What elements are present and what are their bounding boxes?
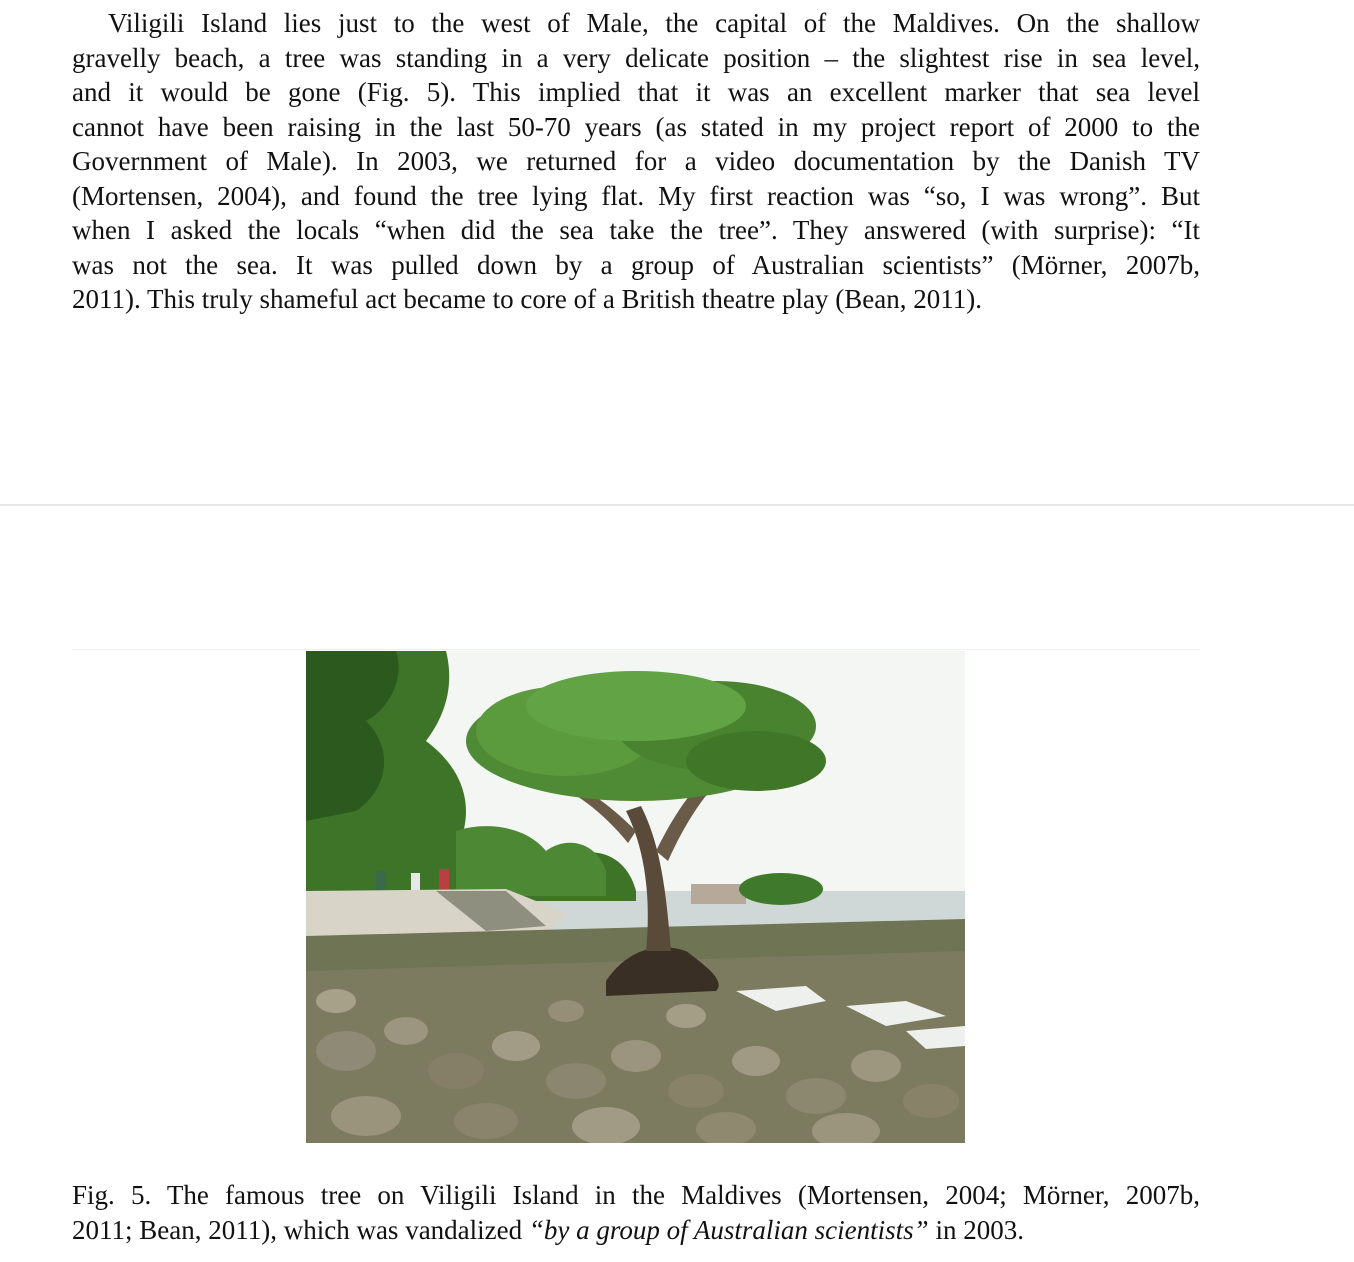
paragraph-line: was not the sea. It was pulled down by a group of Australian scientists” (Mörner, 2007b, [72,249,1200,280]
caption-line [72,1213,1200,1248]
figure-top-rule [72,649,1200,650]
caption-line: Fig. 5. The famous tree on Viligili Island in the Maldives (Mortensen, 2004; Mörner, 2007b, [72,1180,1200,1210]
distant-building [691,884,746,904]
paragraph-line: Viligili Island lies just to the west of Male, the capital of the Maldives. On the shallow [108,8,1200,38]
paragraph-line: gravelly beach, a tree was standing in a very delicate position – the slightest rise in sea level, [72,42,1200,73]
figure-caption [72,1178,1200,1247]
caption-text: in 2003. [928,1214,1024,1245]
caption-text: 2011; Bean, 2011), which was vandalized [72,1214,529,1245]
page-break-divider [0,504,1354,506]
body-paragraph [72,6,1200,317]
distant-island-trees [739,873,823,905]
paragraph-line: (Mortensen, 2004), and found the tree lying flat. My first reaction was “so, I was wrong”. But [72,180,1200,211]
figure-photo-drawing [306,651,965,1143]
tree-on-rocky-beach-photo [306,651,965,1143]
caption-italic-quote: “by a group of Australian scientists” [528,1214,929,1245]
paragraph-line: when I asked the locals “when did the sea take the tree”. They answered (with surprise): “It [72,215,1200,245]
paragraph-line: 2011). This truly shameful act became to core of a British theatre play (Bean, 2011). [72,284,982,314]
paragraph-line: cannot have been raising in the last 50-70 years (as stated in my project report of 2000 to the [72,111,1200,142]
paragraph-line: and it would be gone (Fig. 5). This implied that it was an excellent marker that sea level [72,77,1200,107]
paragraph-line: Government of Male). In 2003, we returned for a video documentation by the Danish TV [72,146,1200,176]
